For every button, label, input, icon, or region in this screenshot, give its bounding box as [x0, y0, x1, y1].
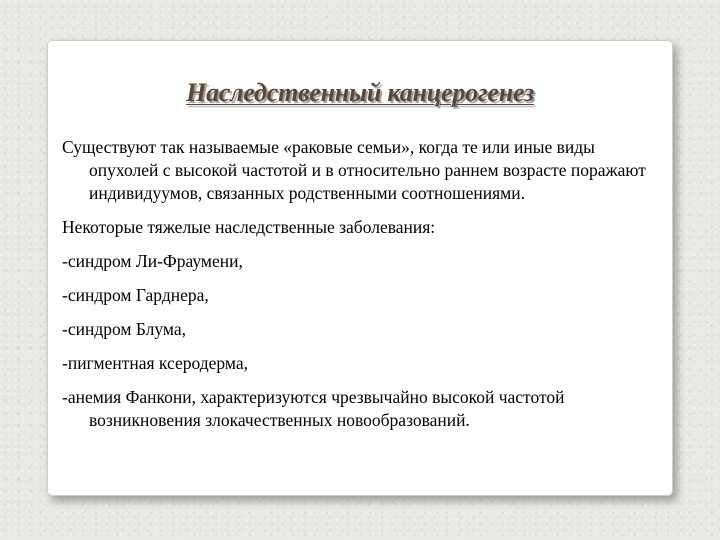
- list-item-fanconi: -анемия Фанкони, характеризуются чрезвычайно высокой частотой возникновения злокачественных новообразований.: [62, 387, 565, 430]
- intro-paragraph: Существуют так называемые «раковые семьи», когда те или иные виды опухолей с высокой частотой и в относительно раннем возрасте поражают индивидуумов, связанных родственными соотношениями.: [62, 137, 646, 203]
- slide-body: [62, 136, 662, 443]
- list-item-xeroderma: -пигментная ксеродерма,: [62, 353, 248, 373]
- diseases-heading: Некоторые тяжелые наследственные заболевания:: [62, 217, 436, 237]
- list-item-li-fraumeni: -синдром Ли-Фраумени,: [62, 251, 243, 271]
- slide-title: Наследственный канцерогенез: [186, 78, 534, 107]
- list-item-gardner: -синдром Гарднера,: [62, 285, 209, 305]
- list-item-bloom: -синдром Блума,: [62, 319, 187, 339]
